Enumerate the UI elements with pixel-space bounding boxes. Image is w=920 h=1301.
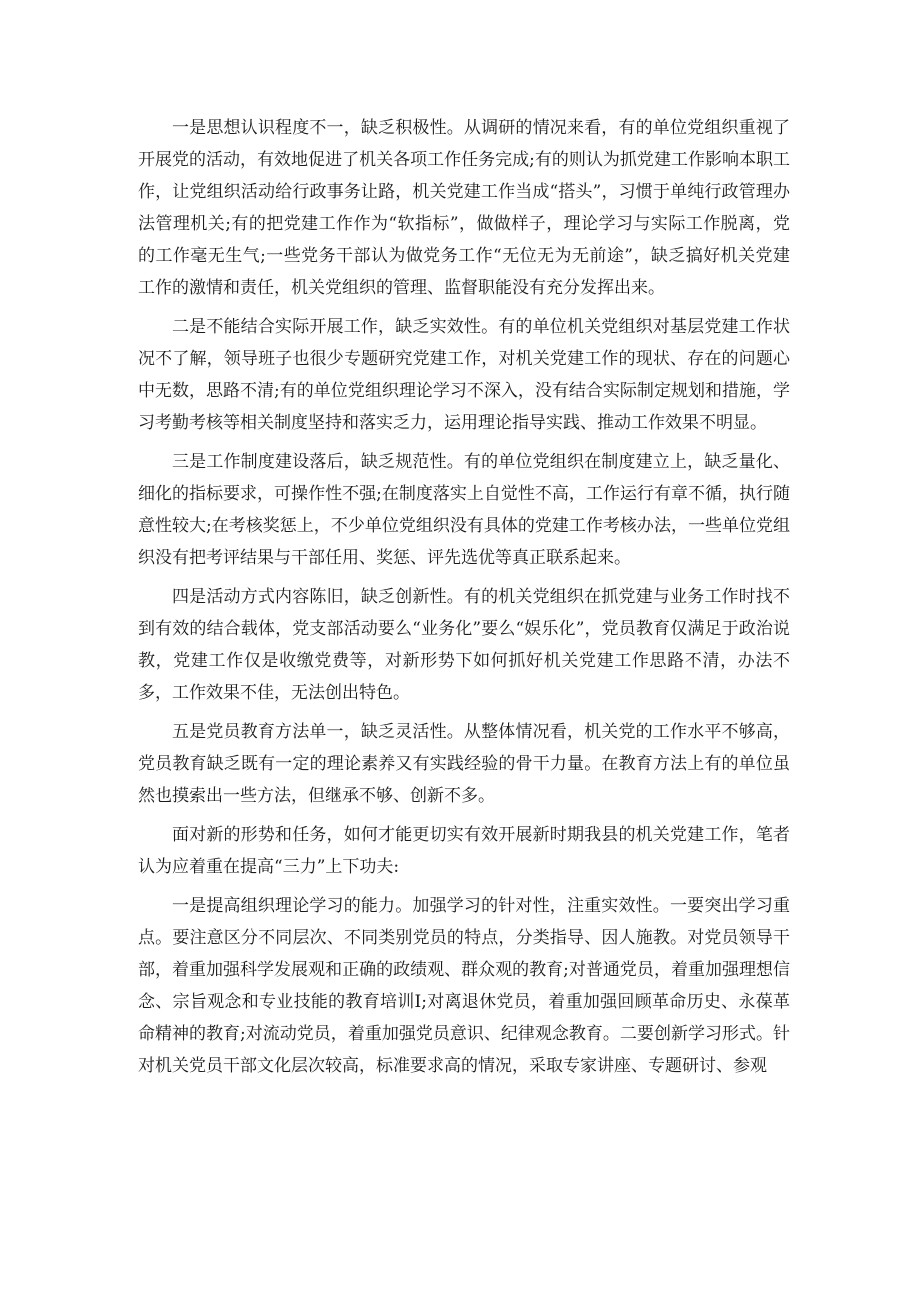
- paragraph-3: 三是工作制度建设落后，缺乏规范性。有的单位党组织在制度建立上，缺乏量化、细化的指标要求，可操作性不强;在制度落实上自觉性不高，工作运行有章不循，执行随意性较大;在考核奖惩上，不少单位党组织没有具体的党建工作考核办法，一些单位党组织没有把考评结果与干部任用、奖惩、评先选优等真正联系起来。: [138, 452, 790, 568]
- document-body: [138, 112, 790, 1089]
- paragraph-1: 一是思想认识程度不一，缺乏积极性。从调研的情况来看，有的单位党组织重视了开展党的活动，有效地促进了机关各项工作任务完成;有的则认为抓党建工作影响本职工作，让党组织活动给行政事务让路，机关党建工作当成“搭头”，习惯于单纯行政管理办法管理机关;有的把党建工作作为“软指标”，做做样子，理论学习与实际工作脱离，党的工作毫无生气;一些党务干部认为做党务工作“无位无为无前途”，缺乏搞好机关党建工作的激情和责任，机关党组织的管理、监督职能没有充分发挥出来。: [138, 118, 790, 298]
- paragraph-4: 四是活动方式内容陈旧，缺乏创新性。有的机关党组织在抓党建与业务工作时找不到有效的结合载体，党支部活动要么“业务化”要么“娱乐化”，党员教育仅满足于政治说教，党建工作仅是收缴党费等，对新形势下如何抓好机关党建工作思路不清，办法不多，工作效果不佳，无法创出特色。: [138, 587, 790, 703]
- paragraph-6: 面对新的形势和任务，如何才能更切实有效开展新时期我县的机关党建工作，笔者认为应着重在提高“三力”上下功夫:: [138, 825, 790, 877]
- paragraph-7: 一是提高组织理论学习的能力。加强学习的针对性，注重实效性。一要突出学习重点。要注意区分不同层次、不同类别党员的特点，分类指导、因人施教。对党员领导干部，着重加强科学发展观和正确的政绩观、群众观的教育;对普通党员，着重加强理想信念、宗旨观念和专业技能的教育培训I;对离退休党员，着重加强回顾革命历史、永葆革命精神的教育;对流动党员，着重加强党员意识、纪律观念教育。二要创新学习形式。针对机关党员干部文化层次较高，标准要求高的情况，采取专家讲座、专题研讨、参观: [138, 896, 790, 1076]
- paragraph-5: 五是党员教育方法单一，缺乏灵活性。从整体情况看，机关党的工作水平不够高，党员教育缺乏既有一定的理论素养又有实践经验的骨干力量。在教育方法上有的单位虽然也摸索出一些方法，但继承不够、创新不多。: [138, 722, 790, 806]
- paragraph-2: 二是不能结合实际开展工作，缺乏实效性。有的单位机关党组织对基层党建工作状况不了解，领导班子也很少专题研究党建工作，对机关党建工作的现状、存在的问题心中无数，思路不清;有的单位党组织理论学习不深入，没有结合实际制定规划和措施，学习考勤考核等相关制度坚持和落实乏力，运用理论指导实践、推动工作效果不明显。: [138, 317, 790, 433]
